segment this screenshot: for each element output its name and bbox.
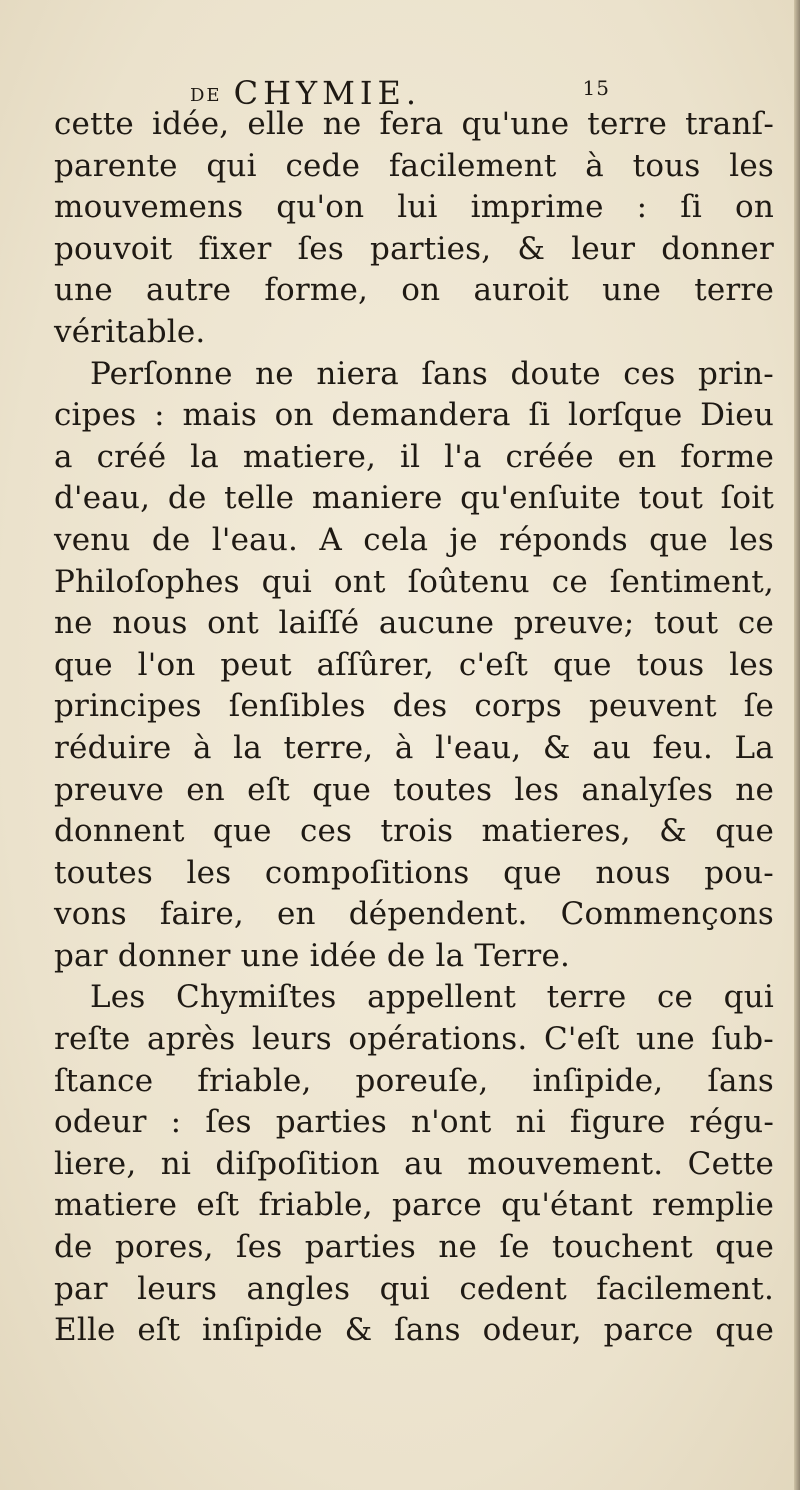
text-line: vons faire, en dépendent. Commençons: [54, 896, 774, 933]
text-line: reſte après leurs opérations. C'eſt une ſub-: [54, 1021, 774, 1058]
text-line: Philoſophes qui ont ſoûtenu ce ſentiment,: [54, 563, 774, 600]
text-line: réduire à la terre, à l'eau, & au feu. La: [54, 729, 774, 766]
text-line: toutes les compoſitions que nous pou-: [54, 854, 774, 891]
text-line: parente qui cede facilement à tous les: [54, 147, 774, 184]
text-line: odeur : ſes parties n'ont ni figure régu-: [54, 1104, 774, 1141]
text-line: d'eau, de telle maniere qu'enſuite tout ſoit: [54, 480, 774, 517]
text-line: preuve en eſt que toutes les analyſes ne: [54, 771, 774, 808]
text-line: de pores, ſes parties ne ſe touchent que: [54, 1229, 774, 1266]
text-line: véritable.: [54, 313, 206, 350]
running-head-prefix: DE: [190, 85, 222, 106]
text-line: Perſonne ne niera ſans doute ces prin-: [90, 355, 774, 392]
text-line: liere, ni diſpoſition au mouvement. Cette: [54, 1145, 774, 1182]
text-line: principes ſenſibles des corps peuvent ſe: [54, 688, 774, 725]
page-edge: [794, 0, 800, 1490]
text-line: cette idée, elle ne fera qu'une terre tranſ-: [54, 106, 774, 142]
text-line: ſtance friable, poreuſe, inſipide, ſans: [54, 1062, 774, 1099]
text-line: donnent que ces trois matieres, & que: [54, 813, 774, 850]
text-line: ne nous ont laiſſé aucune preuve; tout ce: [54, 605, 774, 642]
running-head-title: CHYMIE.: [233, 74, 422, 112]
text-line: matiere eſt friable, parce qu'étant remplie: [54, 1187, 774, 1224]
text-line: pouvoit fixer ſes parties, & leur donner: [54, 230, 774, 267]
text-line: Elle eſt inſipide & ſans odeur, parce que: [54, 1312, 774, 1349]
text-line: Les Chymiſtes appellent terre ce qui: [90, 979, 774, 1016]
text-line: venu de l'eau. A cela je réponds que les: [54, 521, 774, 558]
text-line: par donner une idée de la Terre.: [54, 937, 571, 974]
text-line: une autre forme, on auroit une terre: [54, 272, 774, 309]
text-line: cipes : mais on demandera ſi lorſque Dieu: [54, 397, 774, 434]
text-line: mouvemens qu'on lui imprime : ſi on: [54, 189, 774, 226]
text-line: par leurs angles qui cedent facilement.: [54, 1270, 774, 1307]
body-text: [54, 104, 774, 1352]
text-line: que l'on peut aſſûrer, c'eſt que tous les: [54, 646, 774, 683]
page-number: 15: [582, 76, 610, 100]
text-line: a créé la matiere, il l'a créée en forme: [54, 438, 774, 475]
